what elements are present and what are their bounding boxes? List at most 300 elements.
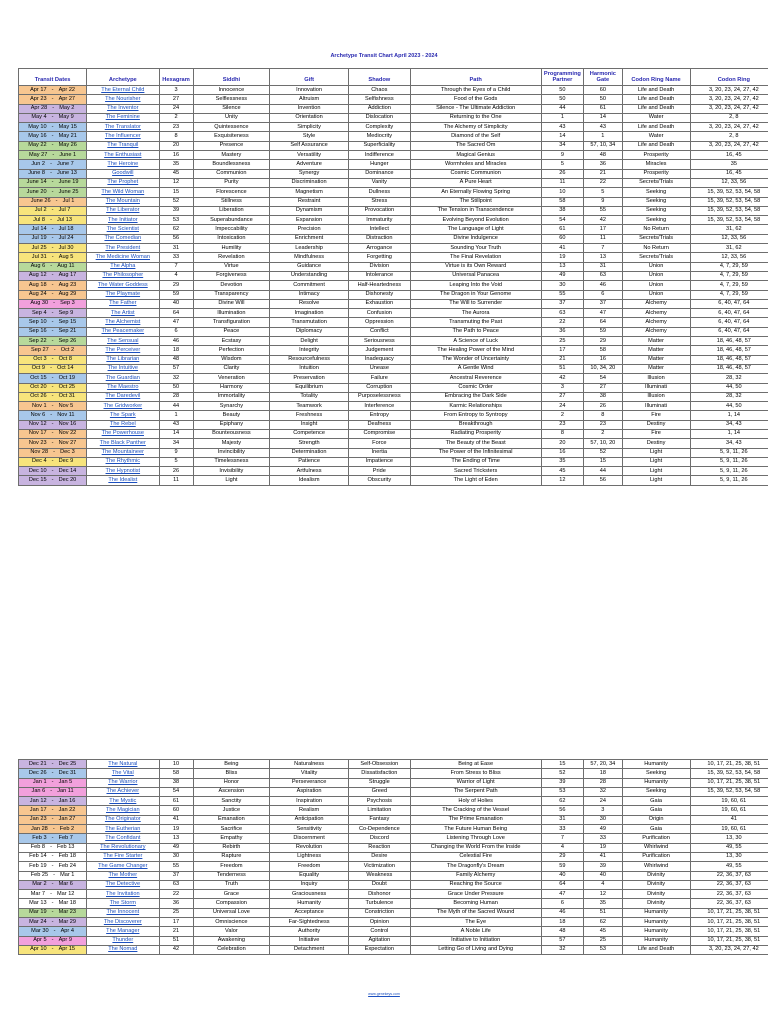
codon-ring-cell: 13, 30 [690,852,768,861]
archetype-link[interactable]: The Tranquil [87,141,159,150]
siddhi-cell: Transfiguration [193,318,270,327]
date-separator: - [51,806,54,813]
codon-ring-cell: 6, 40, 47, 64 [690,309,768,318]
archetype-link[interactable]: The Sensual [87,337,159,346]
harmonic-gate-cell: 59 [584,327,622,336]
archetype-link[interactable]: The President [87,244,159,253]
end-date: Apr 22 [58,86,76,93]
gift-cell: Altruism [270,95,349,104]
hexagram-cell: 18 [159,346,193,355]
page-title: Archetype Transit Chart April 2023 - 2024 [330,53,438,59]
end-date: June 1 [59,151,77,158]
start-date: Apr 17 [30,86,47,93]
programming-partner-cell: 44 [541,104,584,113]
harmonic-gate-cell: 29 [584,337,622,346]
table-body-bottom [19,760,768,955]
codon-ring-cell: 12, 33, 56 [690,234,768,243]
archetype-link[interactable]: The Water Goddess [87,281,159,290]
archetype-link[interactable]: The Librarian [87,355,159,364]
archetype-link[interactable]: The Mountaineer [87,448,159,457]
harmonic-gate-cell: 48 [584,151,622,160]
end-date: June 19 [58,179,79,186]
archetype-link[interactable]: The Maestro [87,383,159,392]
start-date: Oct 9 [31,365,45,372]
path-cell: Wormholes and Miracles [410,160,541,169]
start-date: June 14 [26,179,47,186]
harmonic-gate-cell: 32 [584,787,622,796]
transit-dates-cell [19,439,87,448]
harmonic-gate-cell: 13 [584,253,622,262]
archetype-link[interactable]: The Father [87,299,159,308]
date-separator: - [51,402,54,409]
end-date: Oct 31 [58,393,76,400]
gift-cell: Discernment [270,834,349,843]
siddhi-cell: Rapture [193,852,270,861]
transit-dates-cell [19,337,87,346]
header-path: Path [410,69,541,86]
start-date: Feb 14 [29,853,47,860]
archetype-link[interactable]: The Eternal Child [87,86,159,95]
table-row [19,86,768,95]
gift-cell: Initiative [270,936,349,945]
path-cell: The Light of Eden [410,476,541,485]
date-separator: - [51,458,54,465]
codon-ring-cell: 15, 39, 52, 53, 54, 58 [690,206,768,215]
start-date: June 20 [26,188,47,195]
archetype-link[interactable]: The Guardian [87,374,159,383]
programming-partner-cell: 12 [541,476,584,485]
end-date: Jul 7 [58,207,71,214]
hexagram-cell: 51 [159,936,193,945]
end-date: Nov 16 [58,421,77,428]
codon-ring-cell: 49, 55 [690,862,768,871]
transit-dates-cell [19,309,87,318]
archetype-link[interactable]: The Alchemist [87,318,159,327]
hexagram-cell: 21 [159,927,193,936]
siddhi-cell: Boundlessness [193,160,270,169]
codon-ring-cell: 19, 60, 61 [690,797,768,806]
transit-dates-cell [19,253,87,262]
archetype-link[interactable]: The Nourisher [87,95,159,104]
archetype-link[interactable]: The Enthusiast [87,151,159,160]
harmonic-gate-cell: 35 [584,899,622,908]
end-date: Jul 1 [62,198,75,205]
codon-ring-cell: 31, 62 [690,244,768,253]
table-row [19,374,768,383]
codon-ring-cell: 12, 33, 56 [690,178,768,187]
end-date: Jul 24 [58,235,74,242]
codon-ring-name-cell: Origin [622,815,690,824]
path-cell: The Prime Emanation [410,815,541,824]
siddhi-cell: Sanctity [193,797,270,806]
archetype-link[interactable]: The Peacemaker [87,327,159,336]
hexagram-cell: 15 [159,188,193,197]
codon-ring-cell: 10, 17, 21, 25, 38, 51 [690,927,768,936]
codon-ring-name-cell: Prosperity [622,169,690,178]
end-date: Apr 4 [60,927,74,934]
codon-ring-name-cell: Gaia [622,825,690,834]
codon-ring-name-cell: Seeking [622,188,690,197]
codon-ring-cell: 22, 36, 37, 63 [690,899,768,908]
codon-ring-cell: 10, 17, 21, 25, 38, 51 [690,760,768,769]
programming-partner-cell: 53 [541,787,584,796]
programming-partner-cell: 19 [541,253,584,262]
start-date: May 27 [28,151,48,158]
shadow-cell: Force [348,439,410,448]
harmonic-gate-cell: 17 [584,225,622,234]
path-cell: A Pure Heart [410,178,541,187]
table-row [19,402,768,411]
siddhi-cell: Truth [193,880,270,889]
codon-ring-name-cell: Gaia [622,806,690,815]
gift-cell: Leadership [270,244,349,253]
transit-dates-cell [19,244,87,253]
date-separator: - [50,411,53,418]
archetype-link[interactable]: The Heroine [87,160,159,169]
gift-cell: Revolution [270,843,349,852]
shadow-cell: Expectation [348,945,410,954]
path-cell: The Alchemy of Simplicity [410,123,541,132]
codon-ring-name-cell: Life and Death [622,95,690,104]
start-date: Jul 2 [34,207,47,214]
harmonic-gate-cell: 41 [584,852,622,861]
start-date: Dec 10 [28,467,47,474]
gift-cell: Preservation [270,374,349,383]
codon-ring-name-cell: Matter [622,364,690,373]
start-date: Aug 24 [28,291,47,298]
path-cell: The Will to Surrender [410,299,541,308]
codon-ring-name-cell: Water [622,113,690,122]
shadow-cell: Vanity [348,178,410,187]
path-cell: The Serpent Path [410,787,541,796]
codon-ring-cell: 1, 14 [690,429,768,438]
transit-dates-cell [19,843,87,852]
programming-partner-cell: 5 [541,160,584,169]
siddhi-cell: Being [193,760,270,769]
codon-ring-name-cell: Alchemy [622,318,690,327]
transit-dates-cell [19,899,87,908]
codon-ring-cell: 3, 20, 23, 24, 27, 42 [690,141,768,150]
codon-ring-name-cell: Fire [622,429,690,438]
archetype-link[interactable]: The Wild Woman [87,188,159,197]
gift-cell: Restraint [270,197,349,206]
programming-partner-cell: 49 [541,271,584,280]
codon-ring-cell: 16, 45 [690,151,768,160]
archetype-link[interactable]: The Originator [87,815,159,824]
programming-partner-cell: 11 [541,178,584,187]
gift-cell: Competence [270,429,349,438]
archetype-link[interactable]: Goodwill [87,169,159,178]
archetype-link[interactable]: The Nomad [87,945,159,954]
archetype-link[interactable]: The Feminine [87,113,159,122]
codon-ring-cell: 18, 46, 48, 57 [690,346,768,355]
codon-ring-name-cell: Humanity [622,778,690,787]
archetype-link[interactable]: The Liberator [87,206,159,215]
codon-ring-name-cell: Seeking [622,206,690,215]
programming-partner-cell: 16 [541,448,584,457]
archetype-link[interactable]: The Gridworker [87,402,159,411]
programming-partner-cell: 52 [541,769,584,778]
hexagram-cell: 22 [159,890,193,899]
shadow-cell: Oppression [348,318,410,327]
archetype-link[interactable]: The Rhythmic [87,457,159,466]
archetype-link[interactable]: The Invitation [87,890,159,899]
table-row [19,206,768,215]
archetype-link[interactable]: The Warrior [87,778,159,787]
siddhi-cell: Clarity [193,364,270,373]
codon-ring-cell: 15, 39, 52, 53, 54, 58 [690,769,768,778]
start-date: Nov 6 [30,411,46,418]
gift-cell: Invention [270,104,349,113]
date-separator: - [51,760,54,767]
archetype-link[interactable]: The Comedian [87,234,159,243]
programming-partner-cell: 9 [541,151,584,160]
harmonic-gate-cell: 62 [584,918,622,927]
archetype-link[interactable]: The Magician [87,806,159,815]
start-date: Mar 2 [32,881,47,888]
table-row [19,318,768,327]
programming-partner-cell: 3 [541,383,584,392]
start-date: Feb 8 [30,844,45,851]
archetype-link[interactable]: The Powerhouse [87,429,159,438]
table-row [19,760,768,769]
gift-cell: Synergy [270,169,349,178]
archetype-link[interactable]: The Artist [87,309,159,318]
codon-ring-cell: 15, 39, 52, 53, 54, 58 [690,216,768,225]
shadow-cell: Conflict [348,327,410,336]
codon-ring-cell: 10, 17, 21, 25, 38, 51 [690,908,768,917]
siddhi-cell: Forgiveness [193,271,270,280]
table-row [19,806,768,815]
codon-ring-name-cell: Seeking [622,216,690,225]
archetype-link[interactable]: The Black Panther [87,439,159,448]
programming-partner-cell: 6 [541,899,584,908]
programming-partner-cell: 57 [541,936,584,945]
codon-ring-name-cell: Secrets/Trials [622,234,690,243]
programming-partner-cell: 14 [541,132,584,141]
end-date: Dec 31 [58,769,77,776]
gift-cell: Aspiration [270,787,349,796]
date-separator: - [51,384,54,390]
harmonic-gate-cell: 47 [584,309,622,318]
harmonic-gate-cell: 16 [584,355,622,364]
hexagram-cell: 19 [159,825,193,834]
siddhi-cell: Harmony [193,383,270,392]
harmonic-gate-cell: 56 [584,476,622,485]
harmonic-gate-cell: 22 [584,178,622,187]
path-cell: Grace Under Pressure [410,890,541,899]
gift-cell: Diplomacy [270,327,349,336]
date-separator: - [51,816,54,823]
hexagram-cell: 36 [159,899,193,908]
header-codon-ring: Codon Ring [690,69,768,86]
archetype-link[interactable]: The Revolutionary [87,843,159,852]
gift-cell: Far-Sightedness [270,918,349,927]
transit-dates-cell [19,918,87,927]
shadow-cell: Dislocation [348,113,410,122]
archetype-link[interactable]: The Discoverer [87,918,159,927]
transit-dates-cell [19,271,87,280]
shadow-cell: Struggle [348,778,410,787]
date-separator: - [51,881,54,888]
harmonic-gate-cell: 33 [584,834,622,843]
archetype-link[interactable]: The Confidant [87,834,159,843]
table-row [19,862,768,871]
table-row [19,908,768,917]
date-separator: - [51,834,54,841]
programming-partner-cell: 7 [541,834,584,843]
archetype-link[interactable]: The Philosopher [87,271,159,280]
archetype-link[interactable]: The Intuitive [87,364,159,373]
date-separator: - [51,328,54,335]
archetype-link[interactable]: The Daredevil [87,392,159,401]
archetype-link[interactable]: The Innocent [87,908,159,917]
gift-cell: Resolve [270,299,349,308]
archetype-link[interactable]: The Influencer [87,132,159,141]
codon-ring-name-cell: Light [622,467,690,476]
codon-ring-cell: 28, 32 [690,374,768,383]
date-separator: - [51,244,54,251]
shadow-cell: Selfishness [348,95,410,104]
siddhi-cell: Celebration [193,945,270,954]
transit-dates-cell [19,86,87,95]
harmonic-gate-cell: 61 [584,104,622,113]
path-cell: Virtue is its Own Reward [410,262,541,271]
date-separator: - [52,151,55,158]
codon-ring-cell: 18, 46, 48, 57 [690,355,768,364]
transit-dates-cell [19,104,87,113]
hexagram-cell: 40 [159,299,193,308]
archetype-link[interactable]: The Idealist [87,476,159,485]
end-date: Jan 5 [58,779,73,786]
start-date: Feb 25 [30,872,49,879]
archetype-link[interactable]: The Prophet [87,178,159,187]
end-date: Jul 30 [58,244,74,251]
transit-dates-cell [19,113,87,122]
archetype-link[interactable]: The Fire Starter [87,852,159,861]
path-cell: The Ending of Time [410,457,541,466]
path-cell: Ancestral Reverence [410,374,541,383]
end-date: Jan 27 [58,816,76,823]
programming-partner-cell: 37 [541,299,584,308]
shadow-cell: Psychosis [348,797,410,806]
archetype-link[interactable]: The Mother [87,871,159,880]
path-cell: Initiative to Initiation [410,936,541,945]
transit-dates-cell [19,216,87,225]
programming-partner-cell: 39 [541,778,584,787]
archetype-link[interactable]: The Eutherian [87,825,159,834]
codon-ring-cell: 5, 9, 11, 26 [690,476,768,485]
archetype-link[interactable]: The Rebel [87,420,159,429]
path-cell: The Wonder of Uncertainty [410,355,541,364]
archetype-link[interactable]: The Manager [87,927,159,936]
archetype-link[interactable]: The Spark [87,411,159,420]
shadow-cell: Dissatisfaction [348,769,410,778]
programming-partner-cell: 38 [541,206,584,215]
table-row [19,178,768,187]
end-date: Apr 9 [58,937,72,944]
archetype-link[interactable]: The Medicine Woman [87,253,159,262]
start-date: Mar 7 [30,890,45,897]
codon-ring-cell: 22, 36, 37, 63 [690,890,768,899]
start-date: Sep 27 [31,346,49,353]
archetype-link[interactable]: The Mountain [87,197,159,206]
end-date: Jul 18 [58,225,74,232]
archetype-link[interactable]: The Vital [87,769,159,778]
footer-link[interactable]: www.genekeys.com [368,992,400,996]
archetype-link[interactable]: The Mystic [87,797,159,806]
archetype-link[interactable]: The Translator [87,123,159,132]
archetype-link[interactable]: The Achiever [87,787,159,796]
hexagram-cell: 61 [159,797,193,806]
end-date: Feb 18 [58,853,76,860]
hexagram-cell: 17 [159,918,193,927]
harmonic-gate-cell: 12 [584,890,622,899]
codon-ring-name-cell: Matter [622,355,690,364]
date-separator: - [55,198,58,205]
programming-partner-cell: 24 [541,402,584,411]
harmonic-gate-cell: 55 [584,206,622,215]
programming-partner-cell: 10 [541,188,584,197]
archetype-link[interactable]: The Natural [87,760,159,769]
date-separator: - [50,160,52,167]
archetype-link[interactable]: The Initiator [87,216,159,225]
archetype-link[interactable]: The Playmate [87,290,159,299]
gift-cell: Discrimination [270,178,349,187]
shadow-cell: Addiction [348,104,410,113]
siddhi-cell: Empathy [193,834,270,843]
gift-cell: Magnetism [270,188,349,197]
harmonic-gate-cell: 39 [584,862,622,871]
archetype-link[interactable]: The Inventor [87,104,159,113]
shadow-cell: Constriction [348,908,410,917]
end-date: Aug 23 [58,281,77,288]
transit-dates-cell [19,95,87,104]
shadow-cell: Exhaustion [348,299,410,308]
programming-partner-cell: 20 [541,439,584,448]
codon-ring-cell: 5, 9, 11, 26 [690,448,768,457]
archetype-link[interactable]: The Scientist [87,225,159,234]
archetype-link[interactable]: The Hypnotist [87,467,159,476]
table-row [19,392,768,401]
gift-cell: Determination [270,448,349,457]
shadow-cell: Compromise [348,429,410,438]
codon-ring-name-cell: Destiny [622,420,690,429]
date-separator: - [51,779,54,786]
date-separator: - [51,467,54,474]
start-date: Jan 1 [32,779,47,786]
harmonic-gate-cell: 51 [584,908,622,917]
archetype-link[interactable]: The Storm [87,899,159,908]
archetype-link[interactable]: The Detective [87,880,159,889]
programming-partner-cell: 25 [541,337,584,346]
archetype-link[interactable]: The Perceiver [87,346,159,355]
hexagram-cell: 54 [159,787,193,796]
codon-ring-name-cell: Fire [622,411,690,420]
shadow-cell: Pride [348,467,410,476]
siddhi-cell: Justice [193,806,270,815]
harmonic-gate-cell: 57, 10, 34 [584,141,622,150]
hexagram-cell: 37 [159,871,193,880]
archetype-link[interactable]: The Alpha [87,262,159,271]
archetype-link[interactable]: Thunder [87,936,159,945]
archetype-link[interactable]: The Game Changer [87,862,159,871]
shadow-cell: Purposelessness [348,392,410,401]
gift-cell: Guidance [270,262,349,271]
date-separator: - [51,123,54,130]
programming-partner-cell: 30 [541,281,584,290]
transit-dates-cell [19,787,87,796]
